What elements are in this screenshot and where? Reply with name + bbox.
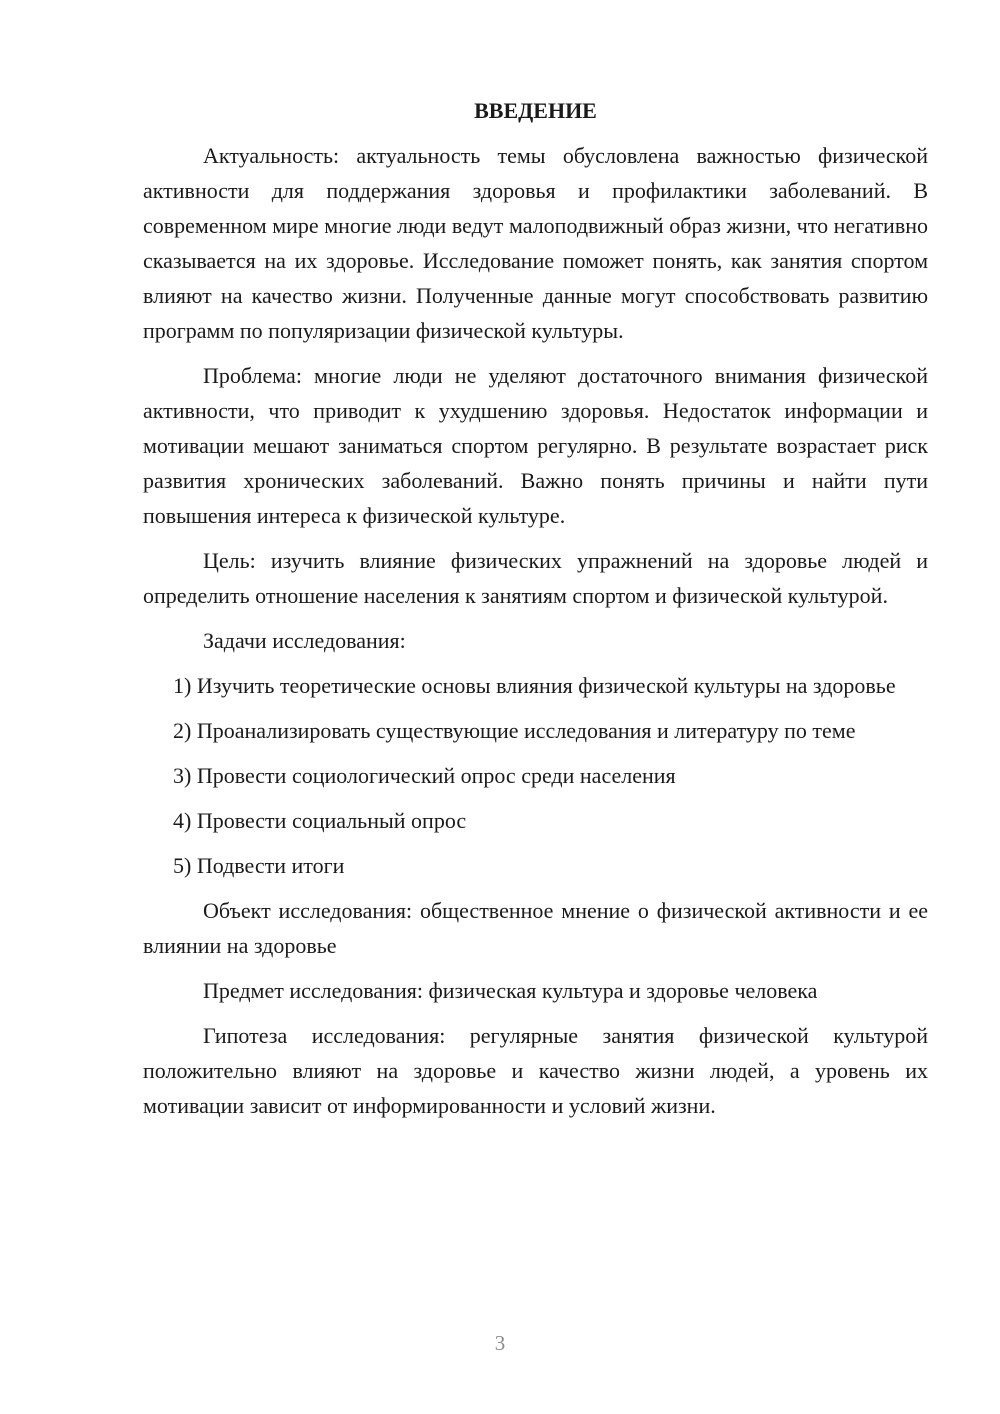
- document-page: [143, 95, 928, 1133]
- tasks-heading: Задачи исследования:: [203, 628, 406, 653]
- page-title: ВВЕДЕНИЕ: [474, 98, 597, 123]
- page-number: 3: [494, 1331, 506, 1355]
- task-item-1: 1) Изучить теоретические основы влияния физической культуры на здоровье: [173, 673, 896, 698]
- task-item-3: 3) Провести социологический опрос среди населения: [173, 763, 676, 788]
- task-item-2: 2) Проанализировать существующие исследования и литературу по теме: [173, 718, 856, 743]
- task-item-4: 4) Провести социальный опрос: [173, 808, 467, 833]
- subject-paragraph: Предмет исследования: физическая культура и здоровье человека: [203, 978, 818, 1003]
- task-item-5: 5) Подвести итоги: [173, 853, 345, 878]
- object-paragraph: Объект исследования: общественное мнение о физической активности и ее влиянии на здоровье: [143, 898, 928, 958]
- goal-paragraph: Цель: изучить влияние физических упражнений на здоровье людей и определить отношение населения к занятиям спортом и физической культурой.: [143, 548, 928, 608]
- problem-paragraph: Проблема: многие люди не уделяют достаточного внимания физической активности, что приводит к ухудшению здоровья. Недостаток информации и мотивации мешают заниматься спортом регулярно. В результате возрастает риск развития хронических заболеваний. Важно понять причины и найти пути повышения интереса к физической культуре.: [143, 363, 928, 528]
- hypothesis-paragraph: Гипотеза исследования: регулярные занятия физической культурой положительно влияют на здоровье и качество жизни людей, а уровень их мотивации зависит от информированности и условий жизни.: [143, 1023, 928, 1118]
- relevance-paragraph: Актуальность: актуальность темы обусловлена важностью физической активности для поддержания здоровья и профилактики заболеваний. В современном мире многие люди ведут малоподвижный образ жизни, что негативно сказывается на их здоровье. Исследование поможет понять, как занятия спортом влияют на качество жизни. Полученные данные могут способствовать развитию программ по популяризации физической культуры.: [143, 143, 928, 343]
